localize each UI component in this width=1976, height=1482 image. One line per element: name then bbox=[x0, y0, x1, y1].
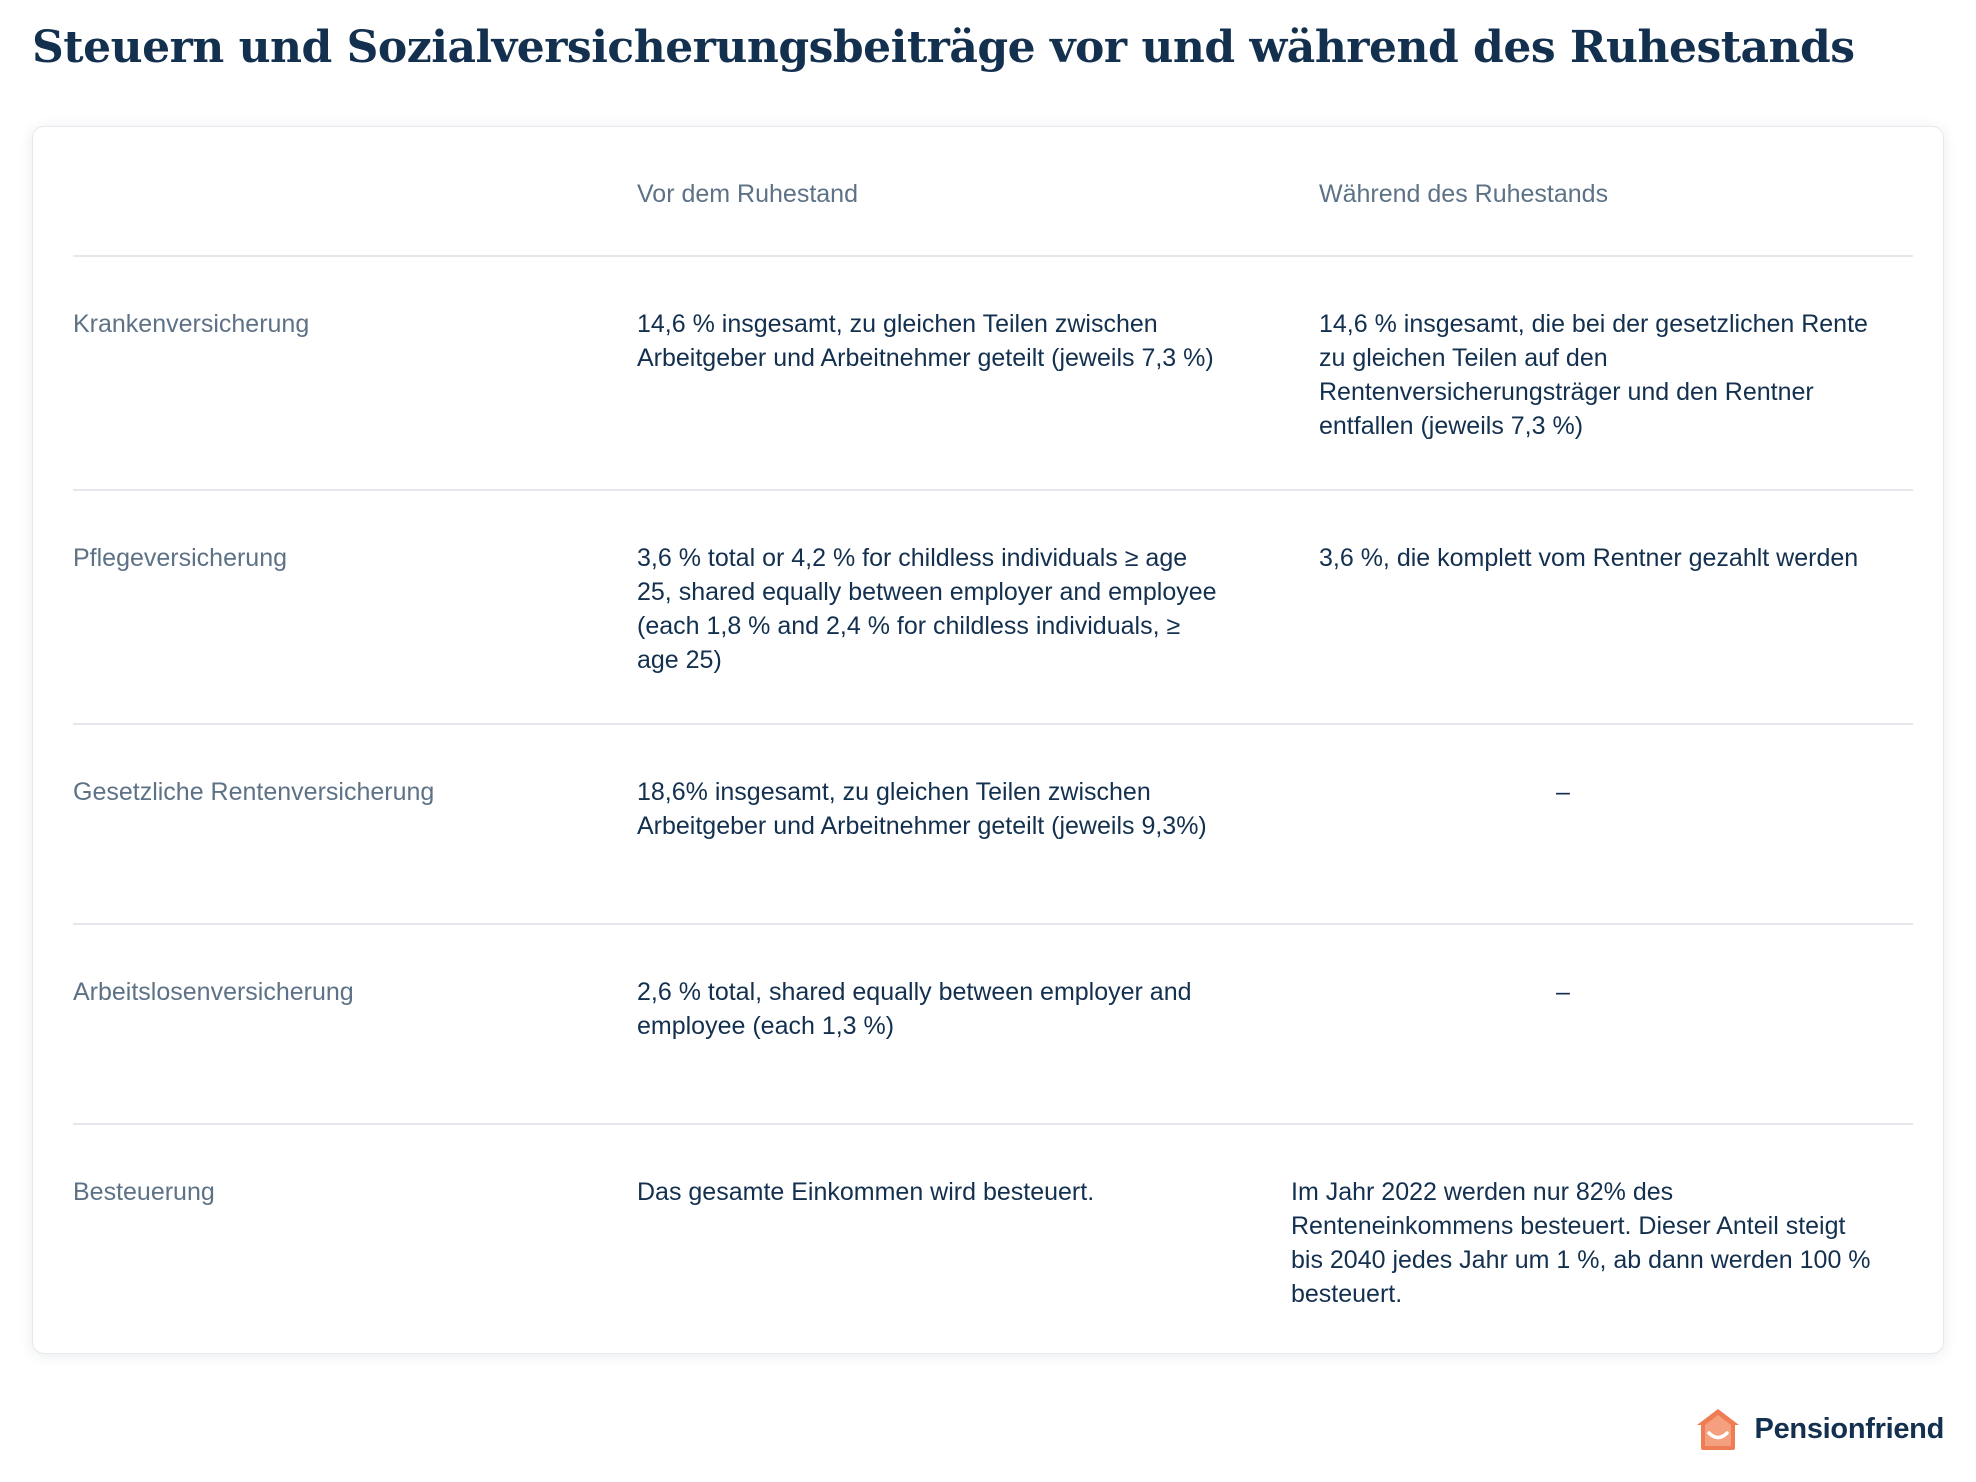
row-before-value: Das gesamte Einkommen wird besteuert. bbox=[637, 1178, 1095, 1206]
table-header-row bbox=[73, 127, 1913, 257]
table-row bbox=[73, 257, 1913, 491]
page-title: Steuern und Sozialversicherungsbeiträge vor und während des Ruhestands bbox=[32, 22, 1855, 73]
comparison-table-card bbox=[32, 126, 1944, 1354]
header-before-retirement: Vor dem Ruhestand bbox=[637, 180, 858, 208]
row-during-value: 3,6 %, die komplett vom Rentner gezahlt werden bbox=[1319, 544, 1859, 572]
row-label: Krankenversicherung bbox=[73, 310, 310, 338]
house-smile-icon bbox=[1695, 1406, 1741, 1452]
table-row bbox=[73, 725, 1913, 925]
comparison-table bbox=[73, 127, 1913, 1353]
row-before-value: 18,6% insgesamt, zu gleichen Teilen zwischen Arbeitgeber und Arbeitnehmer geteilt (jeweils 9,3%) bbox=[637, 778, 1207, 840]
row-before-value: 3,6 % total or 4,2 % for childless individuals ≥ age 25, shared equally between employer and employee (each 1,8 % and 2,4 % for childless individuals, ≥ age 25) bbox=[637, 544, 1217, 674]
table-row bbox=[73, 925, 1913, 1125]
row-during-value: – bbox=[1556, 778, 1570, 806]
table-row bbox=[73, 491, 1913, 725]
row-label: Pflegeversicherung bbox=[73, 544, 288, 572]
row-label: Besteuerung bbox=[73, 1178, 215, 1206]
row-label: Arbeitslosenversicherung bbox=[73, 978, 354, 1006]
row-during-value: – bbox=[1556, 978, 1570, 1006]
header-during-retirement: Während des Ruhestands bbox=[1319, 180, 1609, 208]
brand-logo bbox=[1695, 1406, 1944, 1452]
row-before-value: 2,6 % total, shared equally between employer and employee (each 1,3 %) bbox=[637, 978, 1192, 1040]
row-before-value: 14,6 % insgesamt, zu gleichen Teilen zwischen Arbeitgeber und Arbeitnehmer geteilt (jeweils 7,3 %) bbox=[637, 310, 1214, 372]
brand-name: Pensionfriend bbox=[1754, 1412, 1944, 1445]
row-during-value: Im Jahr 2022 werden nur 82% des Renteneinkommens besteuert. Dieser Anteil steigt bis 2040 jedes Jahr um 1 %, ab dann werden 100 % besteuert. bbox=[1291, 1178, 1871, 1308]
row-during-value: 14,6 % insgesamt, die bei der gesetzlichen Rente zu gleichen Teilen auf den Rentenversicherungsträger und den Rentner entfallen (jeweils 7,3 %) bbox=[1319, 310, 1868, 440]
row-label: Gesetzliche Rentenversicherung bbox=[73, 778, 435, 806]
table-row bbox=[73, 1125, 1913, 1353]
